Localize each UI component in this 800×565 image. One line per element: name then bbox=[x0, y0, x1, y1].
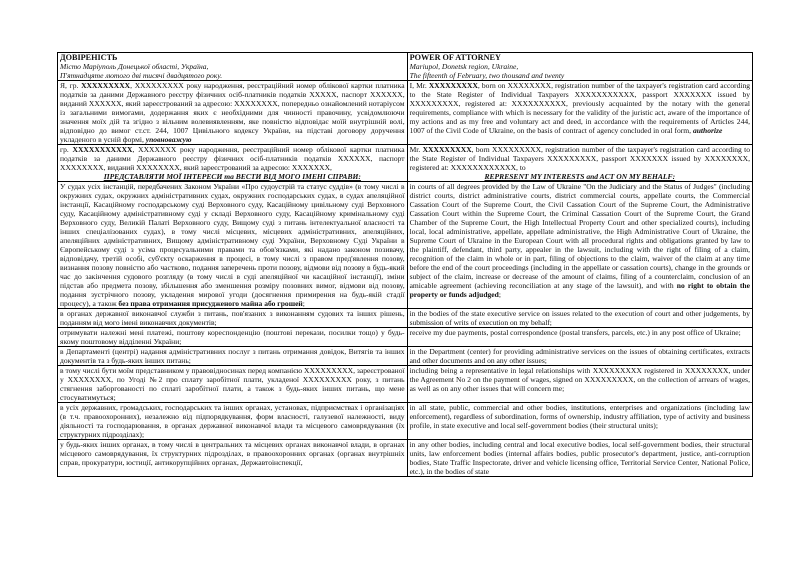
payments-row bbox=[58, 328, 753, 347]
en-legal: including being a representative in legal relationships with XXXXXXXXX registered in XXXXXXXX, under the Agreement No 2 on the payment of wages, signed on XXXXXXXXX, on the collection of arrears of wages, as well as on any other issues that will concern me; bbox=[407, 366, 752, 403]
en-represent-heading: REPRESENT MY INTERESTS and ACT ON MY BEHALF: bbox=[484, 172, 676, 181]
exec-row bbox=[58, 309, 753, 328]
document-page bbox=[57, 52, 753, 560]
bilingual-table bbox=[57, 52, 753, 477]
uk-exec: в органах державної виконавчої служби з питань, пов'язаних з виконанням судових та інших рішень, поданням від мого імені виконавчих документів; bbox=[58, 309, 408, 328]
en-date: The fifteenth of February, two thousand and twenty bbox=[409, 71, 565, 80]
en-local: in any other bodies, including central and local executive bodies, local self-government bodies, their structural units, law enforcement bodies (internal affairs bodies, public prosecutor's department, justice, anti-corruption bodies, State Traffic Inspectorate, driver and vehicle licensing office, Territorial Service Center, National Police, etc.), in the bodies of state bbox=[407, 440, 752, 477]
uk-bodies: в усіх державних, громадських, господарських та інших органах, установах, підприємствах і організаціях (в т.ч. правоохоронних), незалежно від підпорядкування, форм власності, галузевої належності, виду діяльності та господарювання, в органах державної виконавчої влади та місцевого самоврядування (їх структурних підрозділах); bbox=[58, 403, 408, 440]
en-principal-name: XXXXXXXXX bbox=[428, 81, 478, 90]
en-bodies: in all state, public, commercial and other bodies, institutions, enterprises and organizations (including law enforcement), regardless of subordination, forms of ownership, industry affiliation, type of activity and business profile, in state executive and local self-government bodies (their structural units); bbox=[407, 403, 752, 440]
uk-agent-text: , XXXXXXX року народження, реєстраційний номер облікової картки платника податків за даними Державного реєстру фізичних осіб-платників податків XXXXXX, паспорт XXXXXXXX, виданий XXXXXXXX, який зареєстрований за адресою: XXXXXXX, bbox=[60, 145, 405, 172]
local-row bbox=[58, 440, 753, 477]
en-intro-text: , born on XXXXXXXX, registration number of the taxpayer's registration card according to the State Register of Individual Taxpayers XXXXXXXXXXX, passport XXXXXXX issued by XXXXXXXXX, registered at: XXXXXXXXXX, previously acquainted by the notary with the general requirements, compliance with which is necessary for the validity of the juristic act, aware of the importance of my actions and as my free and voluntary act and deed, in accordance with the requirements of Articles 244, 1007 of the Civil Code of Ukraine, on the basis of contract of agency concluded in oral form, bbox=[409, 81, 750, 135]
intro-row bbox=[58, 81, 753, 145]
legal-row bbox=[58, 366, 753, 403]
bodies-row bbox=[58, 403, 753, 440]
en-authorize: authorize bbox=[692, 126, 723, 135]
en-agent-lead: Mr. bbox=[409, 145, 423, 154]
en-courts-end: ; bbox=[498, 290, 501, 299]
uk-intro-lead: Я, гр. bbox=[60, 81, 82, 90]
courts-row bbox=[58, 182, 753, 309]
uk-intro-text: , XXXXXXXXX року народження, реєстраційний номер облікової картки платника податків за даними Державного реєстру фізичних осіб-платників податків XXXXX, паспорт XXXXXX, виданий XXXXXX, який зареєстрований за адресою: XXXXXXXX, попередньо ознайомлений нотаріусом із загальними вимогами, додержання яких є необхідними для чинності правочину, усвідомлюючи значення моїх дій та згідно з вільним волевиявленням, яке повністю відповідає моїй внутрішній волі, відповідно до вимог ст.ст. 244, 1007 Цивільного кодексу України, на підставі договору доручення укладеного в усній формі, bbox=[60, 81, 405, 144]
agent-row bbox=[58, 145, 753, 182]
admin-row bbox=[58, 347, 753, 366]
en-intro bbox=[407, 81, 752, 145]
uk-represent-heading: ПРЕДСТАВЛЯТИ МОЇ ІНТЕРЕСИ та ВЕСТИ ВІД МОГО ІМЕНІ СПРАВИ: bbox=[103, 172, 361, 181]
uk-courts bbox=[58, 182, 408, 309]
en-place: Mariupol, Donetsk region, Ukraine, bbox=[409, 62, 519, 71]
uk-authorize: уповноважую bbox=[145, 135, 192, 144]
en-intro-lead: I, Mr. bbox=[409, 81, 429, 90]
en-courts bbox=[407, 182, 752, 309]
en-no-right-clause: no right to obtain the property or funds adjudged bbox=[409, 281, 750, 299]
en-payments: receive my due payments, postal correspondence (postal transfers, parcels, etc.) in any post office of Ukraine; bbox=[407, 328, 752, 347]
uk-legal: в тому числі бути моїм представником у правовідносинах перед компанією XXXXXXXXX, зареєстрованої у XXXXXXXX, по Угоді №2 про сплату заробітної плати, укладеної XXXXXXXXX року, з питань стягнення заборгованості по сплаті заробітної плати, а також з будь-яких інших питань, що мене стосуватимуться; bbox=[58, 366, 408, 403]
uk-agent-name: XXXXXXXXXXX bbox=[72, 145, 133, 154]
header-row bbox=[58, 53, 753, 81]
en-admin: in the Department (center) for providing administrative services on the issues of obtaining certificates, extracts and other documents and on any other issues; bbox=[407, 347, 752, 366]
uk-intro bbox=[58, 81, 408, 145]
uk-admin: в Департаменті (центрі) надання адміністративних послуг з питань отримання довідок, Витягів та інших документів та з будь-яких інших питань; bbox=[58, 347, 408, 366]
uk-courts-end: ; bbox=[302, 299, 305, 308]
uk-date: П'ятнадцяте лютого дві тисячі двадцятого року. bbox=[60, 71, 223, 80]
uk-courts-text: У судах усіх інстанцій, передбачених Законом України «Про судоустрій та статус суддів» (в тому числі в окружних судах, окружних адміністративних судах, окружних господарських судах, в судах апеляційної інстанції, Касаційному господарському суді Верховного суду, Касаційному цивільному суді Верховного суду, Касаційному адміністративному суді у складі Верховного суду, Касаційному кримінальному суді Верховного суду, Великій Палаті Верховного суду, Вищому суді з питань інтелектуальної власності та інших спеціалізованих судах), в тому числі місцевих, місцевих адміністративних, апеляційних, апеляційних адміністративних, Вищому адміністративному суді України, Верховному Суді України в Європейському суді з усіма процесуальними правами та обов'язками, які надано законом позивачу, відповідачу, третій особі, суб'єкту оскарження в процесі, в тому числі з правом пред'явлення позову, визнання позову повністю або частково, подання заперечень проти позову, відмови від позову в будь-який час до закінчення судового розгляду (в тому числі в суді апеляційної чи касаційної інстанції), зміни підстав або предмета позову, збільшення або зменшення розміру позовних вимог, відмови від позову, подання зустрічного позову, укладення мирової угоди (досягнення примирення на будь-якій стадії процесу), а також bbox=[60, 182, 405, 308]
en-header bbox=[407, 53, 752, 81]
uk-agent bbox=[58, 145, 408, 182]
uk-header bbox=[58, 53, 408, 81]
uk-agent-lead: гр. bbox=[60, 145, 73, 154]
uk-principal-name: XXXXXXXXX bbox=[81, 81, 131, 90]
uk-title: ДОВІРЕНІСТЬ bbox=[60, 53, 118, 62]
en-agent bbox=[407, 145, 752, 182]
uk-place: Місто Маріуполь Донецької області, Україна, bbox=[60, 62, 209, 71]
en-exec: in the bodies of the state executive service on issues related to the execution of court and other judgements, by submission of writs of execution on my behalf; bbox=[407, 309, 752, 328]
uk-local: у будь-яких інших органах, в тому числі в центральних та місцевих органах виконавчої влади, в органах місцевого самоврядування, їх структурних підрозділах, в правоохоронних органах (органах внутрішніх справ, прокуратури, юстиції, антикорупційних органах, Державтоінспекції, bbox=[58, 440, 408, 477]
en-agent-text: , born XXXXXXXXX, registration number of the taxpayer's registration card according to the State Register of Individual Taxpayers XXXXXXXXX, passport XXXXXXX issued by XXXXXXXX, registered at: XXXXXXXXXXXX, to bbox=[409, 145, 750, 172]
en-title: POWER OF ATTORNEY bbox=[409, 53, 501, 62]
uk-payments: отримувати належні мені платежі, поштову кореспонденцію (поштові перекази, посилки тощо) у будь-якому поштовому відділенні України; bbox=[58, 328, 408, 347]
en-agent-name: XXXXXXXXX bbox=[422, 145, 472, 154]
en-courts-text: in courts of all degrees provided by the Law of Ukraine "On the Judiciary and the Status of Judges" (including district courts, district administrative courts, district commercial courts, appellate courts, the Commercial Cassation Court of the Supreme Court, the Civil Cassation Court of the Supreme Court, the Administrative Cassation Court within the Supreme Court, the Criminal Cassation Court of the Supreme Court, the Grand Chamber of the Supreme Court, the High Intellectual Property Court and other specialized courts), including local, local administrative, appellate, appellate administrative, the High Administrative Court of Ukraine, the Supreme Court of Ukraine in the European Court with all procedural rights and obligations granted by law to the plaintiff, defendant, third party, appealer in the lawsuit, including with the right of filing of a claim, recognition of the claim in whole or in part, filing of objections to the claim, waiver of the claim at any time before the end of the court proceedings (including in the appellate or cassation courts), change in the grounds or subject of the claim, increase or decrease of the amount of claims, filing of a counterclaim, conclusion of an amicable agreement (achieving reconciliation at any stage of the lawsuit), and with bbox=[409, 182, 750, 290]
uk-no-right-clause: без права отримання присудженого майна або грошей bbox=[118, 299, 303, 308]
